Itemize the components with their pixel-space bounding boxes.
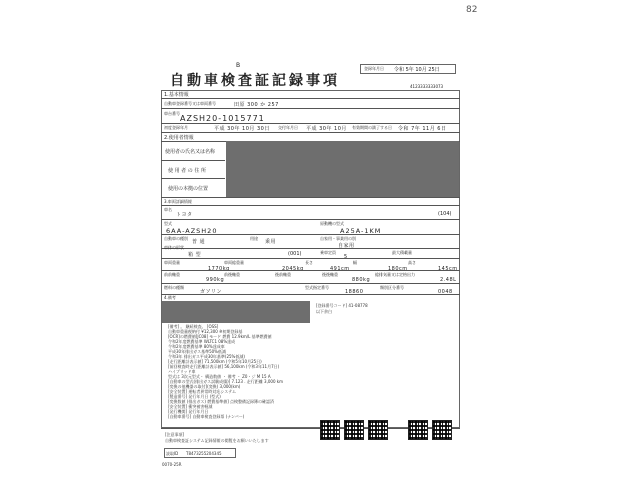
type-no-value: 18860: [345, 289, 364, 295]
type-no-label: 型式指定番号: [305, 285, 329, 290]
shape-code: (001): [288, 251, 302, 257]
displacement-label: 総排気量又は定格出力: [375, 272, 415, 277]
height-label: 高さ: [408, 260, 416, 265]
front-axle-label: 前前軸重: [164, 272, 180, 277]
remark-line: [走行距離計表示値] 71,500km (令和5年10月25日): [168, 359, 262, 364]
model-value: 6AA-AZSH20: [166, 227, 218, 235]
use-value: 乗用: [265, 239, 277, 245]
front-axle-value: 990kg: [206, 277, 225, 283]
maker-code: (104): [438, 211, 452, 217]
qr-code-icon: [408, 420, 428, 440]
remark-line: [OCR]の燃費値[JC08] モード 燃費 12.9km/L 基準燃費値: [168, 334, 272, 339]
engine-label: 原動機の型式: [320, 221, 344, 226]
first-reg-value: 平成 30年 10月 30日: [214, 126, 270, 132]
remark-line: [安全装置] 運転者異常時対応システム: [168, 389, 236, 394]
note-text: 自動車検査証システム記録情報の閲覧をお願いいたします: [165, 438, 269, 443]
width-value: 180cm: [388, 266, 408, 272]
user-base-label: 使用の本拠の位置: [168, 186, 209, 192]
user-address-label: 使 用 者 の 住 所: [168, 168, 206, 174]
registration-date-label: 登録年月日: [364, 66, 384, 71]
maker-value: トヨタ: [176, 212, 193, 218]
weight-label: 車両重量: [164, 260, 180, 265]
user-name-label: 使用者の氏名又は名称: [165, 149, 216, 155]
redacted-user-info: [226, 141, 459, 197]
remark-line: [自動車の型式(排出ガス試験成績)] 7.123 . 走行距離 3,000 km: [168, 379, 283, 384]
front2-label: 前後軸重: [224, 272, 240, 277]
read-id-value: T8473255204345: [186, 451, 222, 456]
form-mark: B: [236, 62, 241, 69]
qr-code-icon: [368, 420, 388, 440]
category-no-value: 0048: [438, 289, 453, 295]
remark-line: ハイブリッド車: [168, 369, 196, 374]
first-reg-label: 初度登録年月: [164, 125, 188, 130]
width-label: 幅: [353, 260, 357, 265]
remark-line: [備考] 。 継続検査。 [OSS]: [168, 324, 219, 329]
page-title: 自動車検査証記録事項: [170, 73, 340, 89]
gross-label: 車両総重量: [224, 260, 244, 265]
rear2-value: 880kg: [352, 277, 371, 283]
remark-line: 平成30年排出ガス基準50%低減: [168, 349, 226, 354]
qr-code-icon: [344, 420, 364, 440]
section4-label: 4.備考: [164, 295, 176, 300]
body-value: 自家用: [338, 243, 355, 249]
capacity-label: 乗車定員: [320, 250, 336, 255]
corner-note: 82: [466, 5, 478, 15]
length-label: 長さ: [305, 260, 313, 265]
chassis-label: 車台番号: [164, 111, 180, 116]
remark-line: 型式は 3次元型式・ 構造数値 ・ 備考 ・ Z0・ジ M 15 A: [168, 374, 271, 379]
remark-line: [安全装置] 衝突被害軽減: [168, 404, 213, 409]
fuel-label: 燃料の種類: [164, 285, 184, 290]
remarks-stamp-code: [登録番号コード] 41-08778: [316, 303, 368, 308]
issue-value: 平成 30年 10月: [306, 126, 347, 132]
displacement-value: 2.48L: [440, 277, 457, 283]
section1-label: 1.基本情報: [164, 92, 189, 98]
note-label: [注意事項]: [165, 432, 185, 437]
chassis-number: AZSH20-1015771: [180, 114, 265, 123]
rear-label: 後前軸重: [275, 272, 291, 277]
gross-value: 2045kg: [282, 266, 304, 272]
length-value: 491cm: [330, 266, 350, 272]
expiry-label: 有効期間の満了する日: [352, 125, 392, 130]
vehicle-number-label: 自動車登録番号又は車両番号: [164, 101, 216, 106]
maker-label: 車名: [164, 207, 172, 212]
engine-value: A25A-1KM: [340, 227, 382, 235]
page-code: 0070-25R: [162, 462, 182, 467]
registration-date: 令和 5年 10月 25日: [394, 67, 440, 73]
section3-label: 3.車両詳細情報: [164, 199, 192, 204]
fuel-value: ガソリン: [200, 289, 223, 295]
remark-line: [自動車番号] 自動車検査登録票 (ナンバー): [168, 414, 245, 419]
category-no-label: 類別区分番号: [380, 285, 404, 290]
expiry-value: 令和 7年 11月 6日: [398, 126, 447, 132]
qr-code-icon: [432, 420, 452, 440]
remark-line: [発行機関] 発行年月日: [168, 409, 209, 414]
read-id-label: 読取ID: [166, 451, 179, 456]
shape-label: 車体の形状: [164, 245, 184, 250]
shape-value: 箱 型: [188, 252, 202, 258]
use-label: 用途: [250, 236, 258, 241]
remark-line: 令和3年 排出ガス平成30年基準(25%低減): [168, 354, 245, 359]
maxload-label: 最大積載量: [392, 250, 412, 255]
capacity-value: 5: [344, 254, 348, 260]
body-label: 自家用・事業用の別: [320, 236, 356, 241]
remark-line: [製造番号] 発行年月日 (型式): [168, 394, 221, 399]
remark-line: [変換の他機器の取付](変換) 3,000(km): [168, 384, 241, 389]
rear2-label: 後後軸重: [322, 272, 338, 277]
remark-line: 令和2年度燃費基準 WLTC1 08%達成: [168, 339, 236, 344]
section2-label: 2.使用者情報: [164, 135, 194, 141]
redacted-remarks-header: [162, 301, 310, 323]
height-value: 145cm: [438, 266, 458, 272]
model-label: 型式: [164, 221, 172, 226]
vehicle-number: 田原 300 か 257: [234, 102, 279, 108]
remark-line: 自動車重量税納付 ¥12,300 ※初期登録基: [168, 329, 243, 334]
remarks-list: [168, 324, 283, 419]
remark-line: 令和2年度燃費基準 80%達成車: [168, 344, 225, 349]
remarks-stamp-sub: 以下余白: [316, 309, 332, 314]
issue-label: 交付年月日: [278, 125, 298, 130]
kind-value: 普 通: [192, 239, 206, 245]
weight-value: 1770kg: [208, 266, 230, 272]
remark-line: [変換数値 (排出ガス) 燃費基準値] 点検整備記録簿の確認済: [168, 399, 275, 404]
doc-number: 4123333333073: [410, 84, 444, 89]
qr-code-icon: [320, 420, 340, 440]
kind-label: 自動車の種別: [164, 236, 188, 241]
remark-line: [前回検査時走行距離計表示値] 56,100km (令和3年11月7日): [168, 364, 280, 369]
